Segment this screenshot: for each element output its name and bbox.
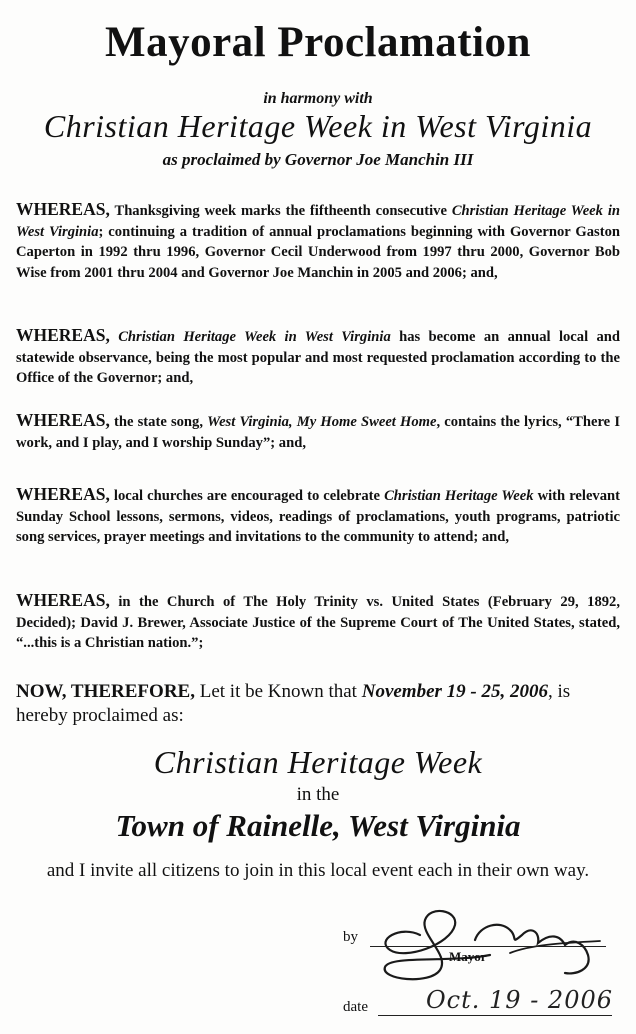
paragraph-text: local churches are encouraged to celebrate bbox=[109, 488, 385, 504]
invitation-text: and I invite all citizens to join in this local event each in their own way. bbox=[46, 860, 590, 881]
paragraph-text bbox=[110, 329, 118, 345]
paragraph-text: in the Church of The Holy Trinity vs. United States (February 29, 1892, Decided); David J. Brewer, Associate Justice of the Supreme Court of The United States, stated, “...this is a Christian nation.”; bbox=[16, 594, 620, 651]
whereas-paragraph bbox=[16, 199, 620, 283]
whereas-paragraph bbox=[16, 410, 620, 453]
date-label: date bbox=[343, 999, 368, 1015]
italic-title-text: Christian Heritage Week bbox=[384, 488, 534, 504]
italic-title-text: West Virginia, My Home Sweet Home bbox=[207, 414, 437, 430]
resolution-dates: November 19 - 25, 2006 bbox=[361, 681, 548, 702]
whereas-lead: WHEREAS, bbox=[16, 199, 110, 219]
paragraph-text: , contains the lyrics, “There I work, and I play, and I worship Sunday”; and, bbox=[16, 414, 620, 451]
resolution-text: Let it be Known that bbox=[194, 681, 362, 702]
resolution-paragraph bbox=[16, 680, 620, 728]
signature-line bbox=[370, 946, 606, 947]
mayor-signature bbox=[360, 895, 620, 995]
week-title: Christian Heritage Week in West Virginia bbox=[43, 108, 593, 144]
paragraph-text: ; continuing a tradition of annual proclamations beginning with Governor Gaston Caperton in 1992 thru 1996, Governor Cecil Underwood from 1997 thru 2000, Governor Bob Wise from 2001 thru 2004 and Governor Joe Manchin in 2005 and 2006; and, bbox=[16, 223, 620, 281]
whereas-paragraph bbox=[16, 590, 620, 654]
paragraph-text: the state song, bbox=[109, 414, 208, 430]
handwritten-date: Oct. 19 - 2006 bbox=[426, 986, 614, 1014]
italic-title-text: Christian Heritage Week in West Virginia bbox=[118, 329, 391, 345]
town-name: Town of Rainelle, West Virginia bbox=[115, 808, 521, 843]
resolution-text-end: , is hereby proclaimed as: bbox=[16, 681, 571, 726]
proclaimed-week-name: Christian Heritage Week bbox=[153, 744, 483, 780]
italic-title-text: Christian Heritage Week in West Virginia bbox=[16, 203, 620, 240]
in-the-text: in the bbox=[296, 784, 340, 805]
paragraph-text: Thanksgiving week marks the fiftheenth consecutive bbox=[109, 203, 452, 219]
resolution-lead: NOW, THEREFORE, bbox=[16, 681, 195, 702]
whereas-lead: WHEREAS, bbox=[16, 590, 110, 610]
whereas-lead: WHEREAS, bbox=[16, 410, 110, 430]
whereas-lead: WHEREAS, bbox=[16, 484, 110, 504]
whereas-paragraph bbox=[16, 484, 620, 548]
page-title: Mayoral Proclamation bbox=[105, 19, 531, 66]
whereas-paragraph bbox=[16, 325, 620, 389]
harmony-line: in harmony with bbox=[263, 90, 373, 107]
by-label: by bbox=[343, 929, 358, 945]
paragraph-text: has become an annual local and statewide observance, being the most popular and most requested proclamation according to the Office of the Governor; and, bbox=[16, 329, 621, 386]
mayor-label: Mayor bbox=[449, 949, 487, 964]
paragraph-text: with relevant Sunday School lessons, sermons, videos, readings of proclamations, youth programs, patriotic song services, prayer meetings and invitations to the community to attend; and, bbox=[16, 488, 620, 545]
whereas-lead: WHEREAS, bbox=[16, 325, 110, 345]
governor-line: as proclaimed by Governor Joe Manchin III bbox=[162, 150, 474, 169]
date-line bbox=[378, 1015, 612, 1016]
